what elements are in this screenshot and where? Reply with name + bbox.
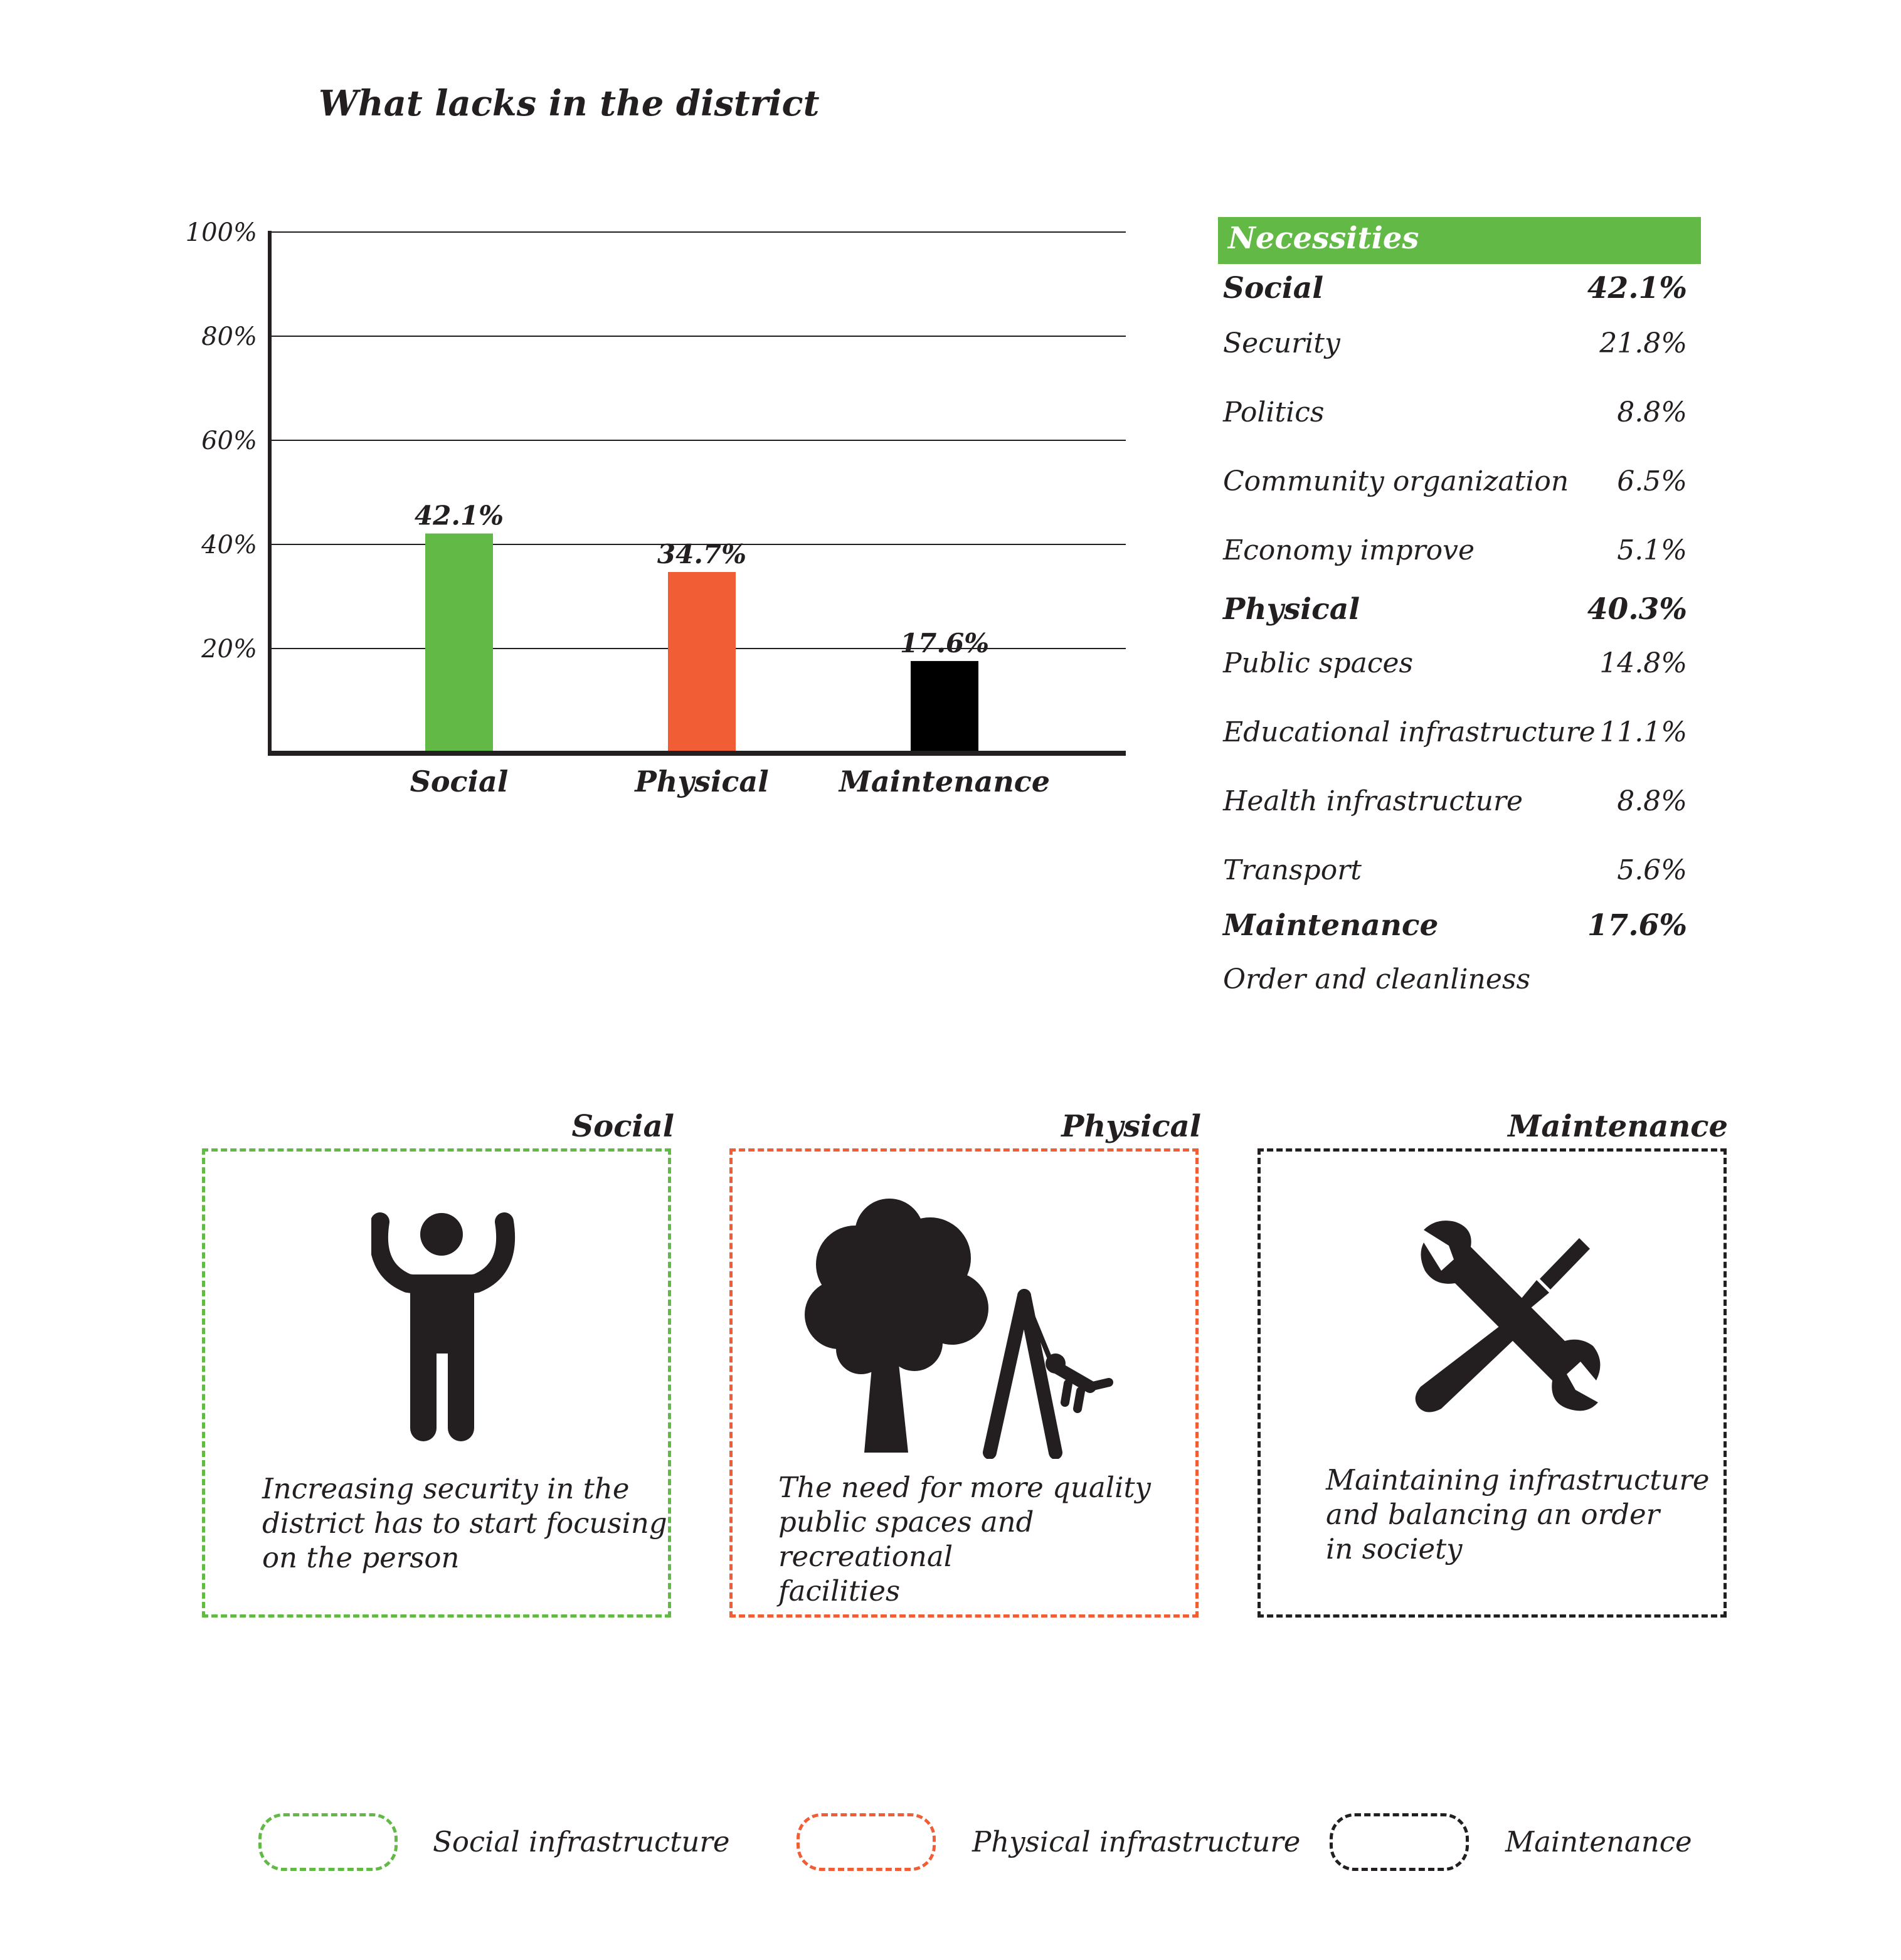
necessities-row-label: Maintenance [1223, 908, 1439, 943]
necessities-row-label: Security [1223, 327, 1340, 359]
necessities-row-label: Social [1223, 271, 1324, 305]
person-arms-raised-icon [371, 1209, 522, 1448]
necessities-row-value: 5.1% [1617, 534, 1687, 566]
y-tick-label: 20% [201, 635, 257, 664]
page-title: What lacks in the district [319, 83, 820, 124]
necessities-row-label: Educational infrastructure [1223, 716, 1596, 748]
necessities-row-value: 17.6% [1587, 908, 1687, 943]
bar-value-label: 42.1% [414, 500, 504, 531]
card-text-maintenance: Maintaining infrastructure and balancing an order in society [1326, 1463, 1710, 1565]
x-tick-label: Social [410, 765, 509, 798]
necessities-row-value: 8.8% [1617, 785, 1687, 817]
legend-label-maintenance: Maintenance [1505, 1825, 1692, 1858]
legend-swatch-maintenance [1330, 1813, 1469, 1871]
y-tick-label: 80% [201, 322, 257, 351]
legend-swatch-physical [797, 1813, 936, 1871]
necessities-row-label: Transport [1223, 854, 1362, 886]
bar [668, 572, 736, 753]
necessities-row-value: 14.8% [1599, 647, 1687, 679]
tree-and-swing-icon [802, 1195, 1128, 1459]
legend-swatch-social [258, 1813, 398, 1871]
card-title-maintenance: Maintenance [1508, 1109, 1728, 1144]
necessities-row-value: 8.8% [1617, 396, 1687, 428]
card-physical [729, 1148, 1199, 1618]
necessities-row-value: 11.1% [1599, 716, 1687, 748]
necessities-row-label: Politics [1223, 396, 1325, 428]
legend-label-physical: Physical infrastructure [972, 1825, 1301, 1858]
card-text-social: Increasing security in the district has to start focusing on the person [262, 1472, 667, 1574]
bar-value-label: 17.6% [899, 627, 990, 659]
necessities-row-label: Community organization [1223, 465, 1569, 497]
bar [425, 534, 493, 753]
x-tick-label: Physical [635, 765, 769, 798]
necessities-row-label: Economy improve [1223, 534, 1475, 566]
card-title-social: Social [571, 1109, 674, 1144]
necessities-row-value: 21.8% [1599, 327, 1687, 359]
card-maintenance [1258, 1148, 1727, 1618]
card-social [202, 1148, 671, 1618]
wrench-screwdriver-icon [1411, 1221, 1606, 1415]
x-tick-label: Maintenance [839, 765, 1051, 798]
card-text-physical: The need for more quality public spaces and recreational facilities [778, 1471, 1151, 1608]
bar [911, 661, 978, 753]
legend-label-social: Social infrastructure [433, 1825, 730, 1858]
card-title-physical: Physical [1061, 1109, 1201, 1144]
y-tick-label: 60% [201, 426, 257, 455]
necessities-row-value: 40.3% [1587, 592, 1687, 627]
necessities-header: Necessities [1228, 221, 1419, 256]
bar-chart [0, 0, 1141, 815]
necessities-row-value: 5.6% [1617, 854, 1687, 886]
y-tick-label: 100% [185, 218, 257, 247]
necessities-row-value: 6.5% [1617, 465, 1687, 497]
necessities-row-label: Public spaces [1223, 647, 1414, 679]
necessities-row-label: Physical [1223, 592, 1360, 627]
necessities-row-label: Order and cleanliness [1223, 963, 1531, 995]
necessities-row-label: Health infrastructure [1223, 785, 1523, 817]
bar-value-label: 34.7% [657, 538, 747, 569]
y-tick-label: 40% [201, 531, 257, 559]
necessities-row-value: 42.1% [1587, 271, 1687, 305]
